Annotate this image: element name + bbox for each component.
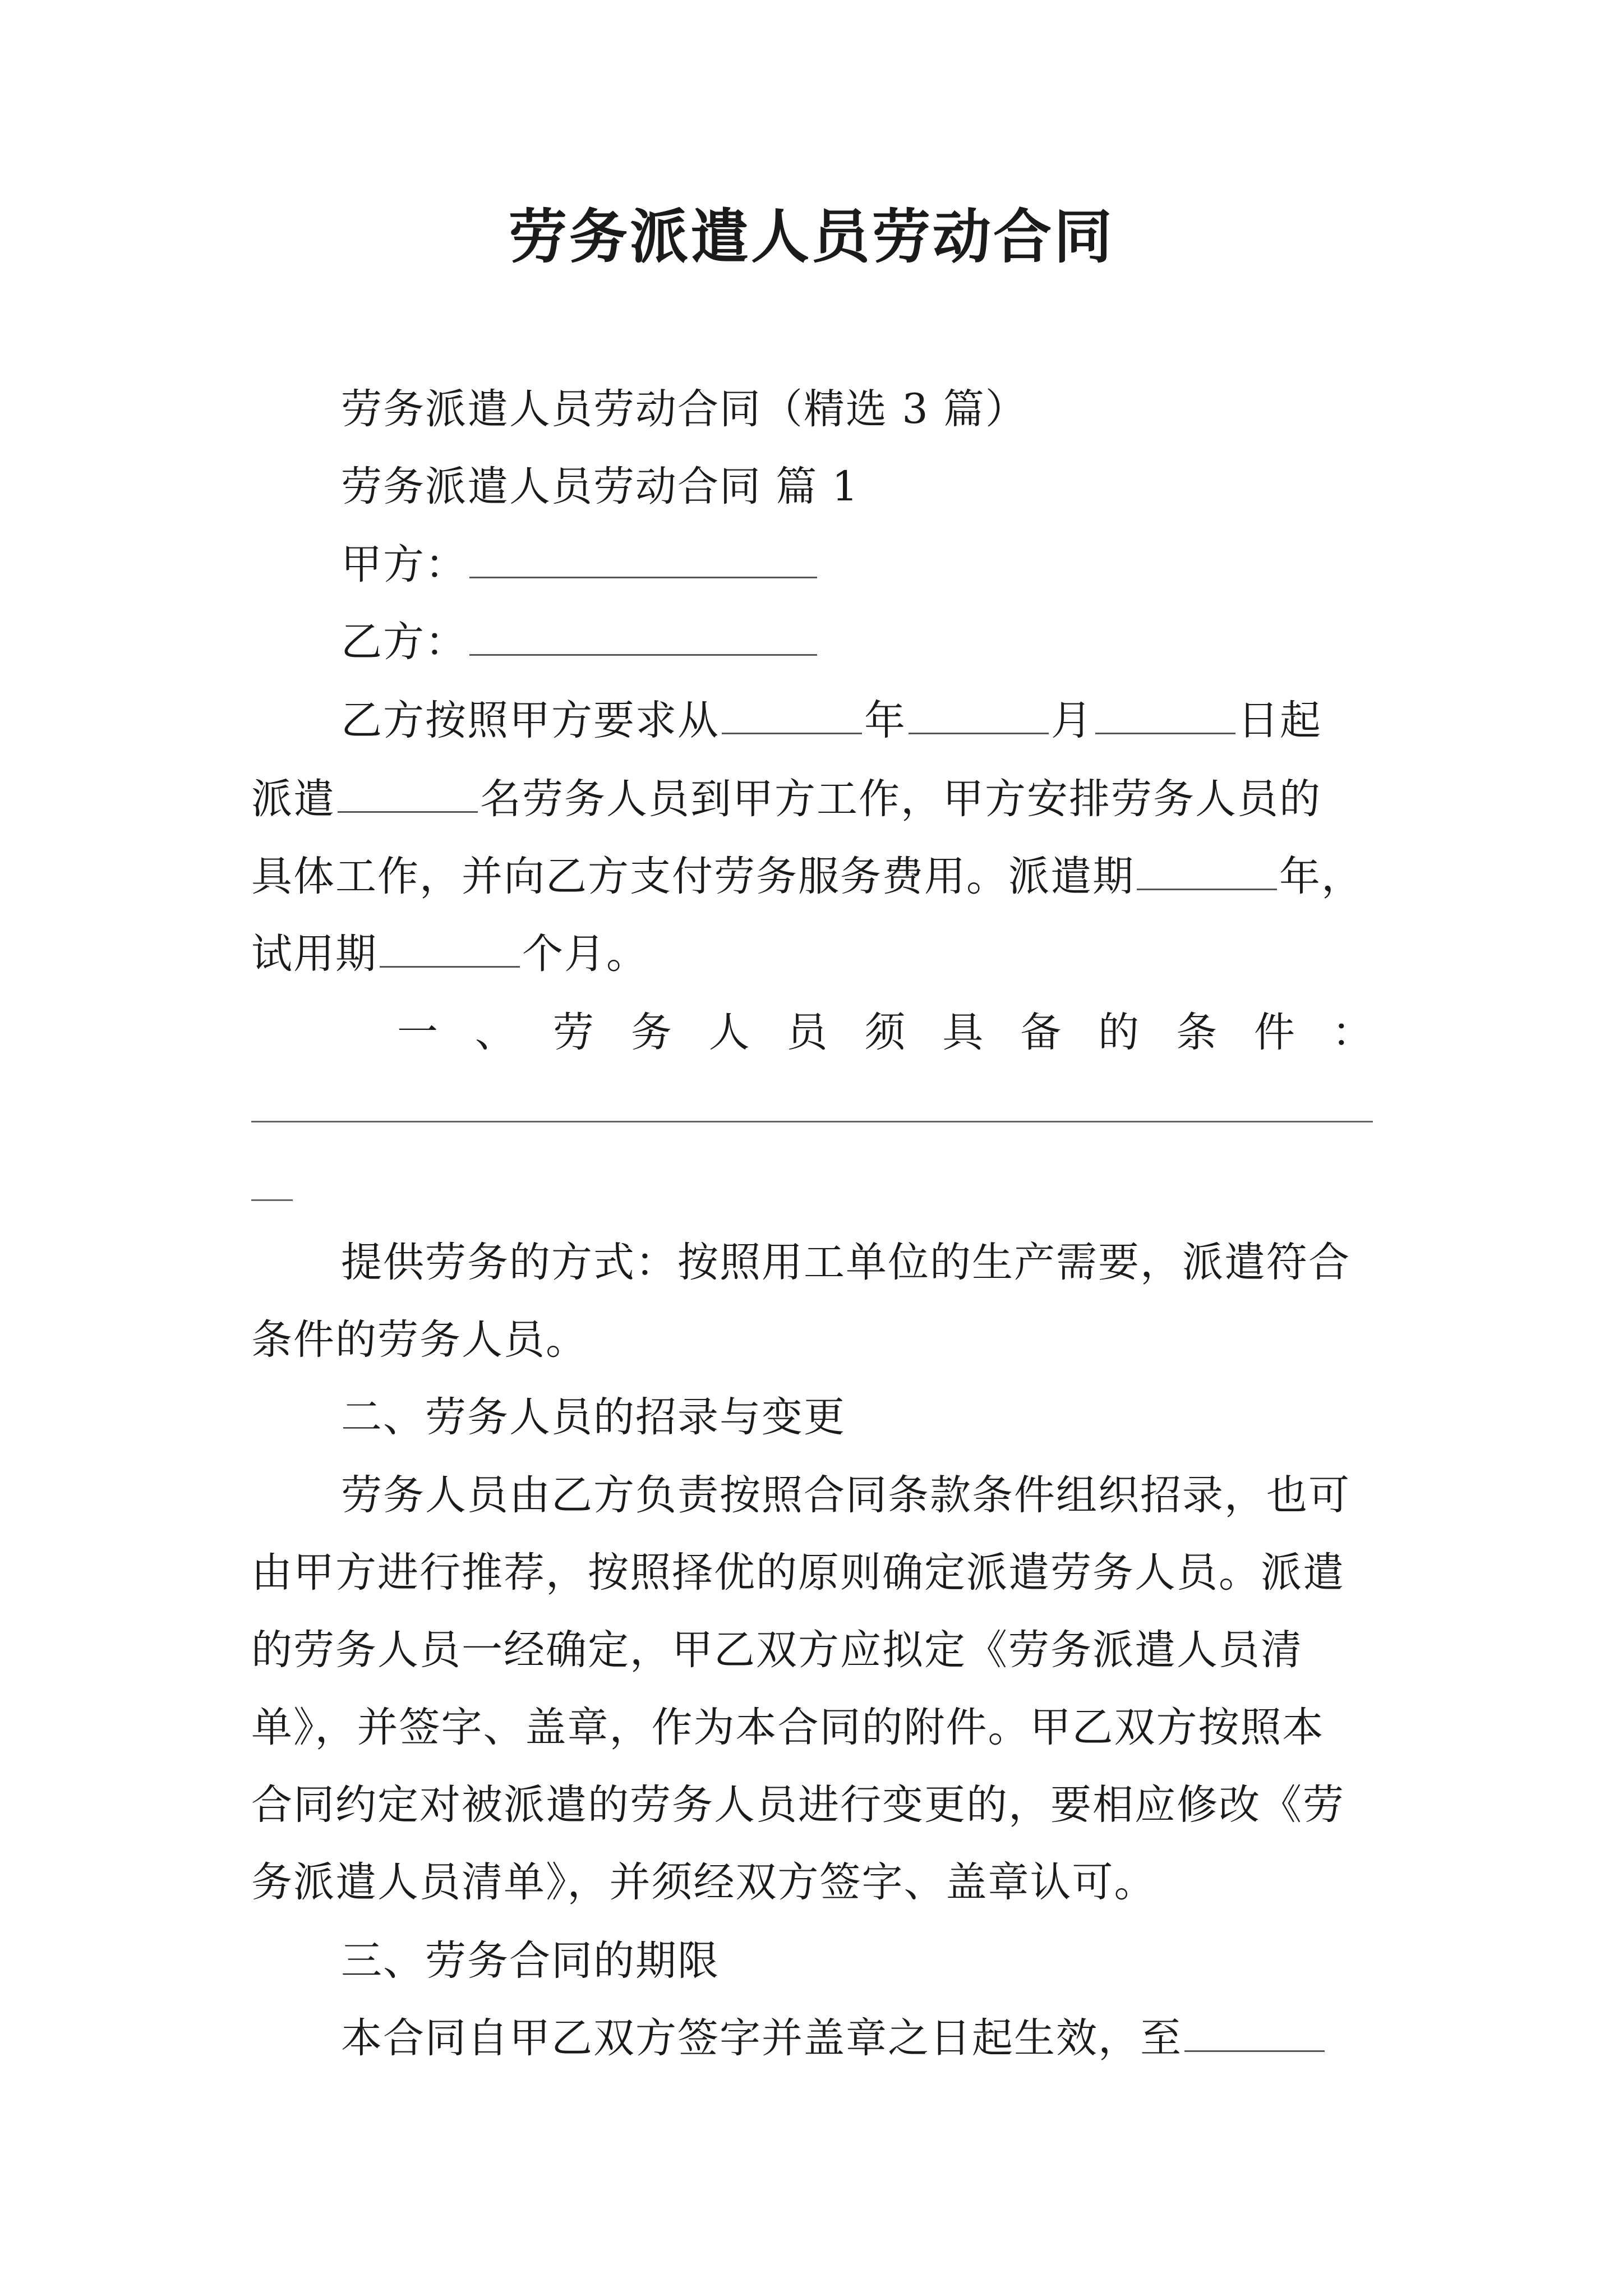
p1-text-b: 年 bbox=[864, 697, 906, 744]
dispatch-period-blank[interactable] bbox=[1137, 854, 1277, 890]
paragraph-2-line-2: 条件的劳务人员。 bbox=[251, 1316, 588, 1364]
p1-text-h: 年， bbox=[1279, 853, 1363, 900]
party-a-label: 甲方： bbox=[341, 541, 467, 588]
section-1-char: 的 bbox=[1098, 1009, 1140, 1056]
party-b-label: 乙方： bbox=[341, 618, 467, 666]
section-2-heading: 二、劳务人员的招录与变更 bbox=[341, 1393, 846, 1441]
party-b-blank[interactable] bbox=[469, 619, 817, 656]
section-1-char: ： bbox=[1331, 1009, 1373, 1056]
section-1-heading bbox=[397, 1007, 1373, 1058]
section-1-char: 务 bbox=[630, 1009, 672, 1056]
conditions-blank-tail[interactable] bbox=[251, 1199, 293, 1201]
paragraph-3-line-3: 的劳务人员一经确定，甲乙双方应拟定《劳务派遣人员清 bbox=[251, 1626, 1303, 1674]
p1-text-e: 派遣 bbox=[251, 775, 335, 823]
section-1-char: 备 bbox=[1020, 1009, 1062, 1056]
section-1-char: 劳 bbox=[552, 1009, 594, 1056]
paragraph-3-line-1: 劳务人员由乙方负责按照合同条款条件组织招录，也可 bbox=[341, 1471, 1350, 1519]
p1-text-d: 日起 bbox=[1238, 697, 1322, 744]
p1-text-i: 试用期 bbox=[251, 930, 377, 978]
contract-end-blank[interactable] bbox=[1184, 2016, 1325, 2052]
p1-text-c: 月 bbox=[1051, 697, 1093, 744]
paragraph-3-line-6: 务派遣人员清单》，并须经双方签字、盖章认可。 bbox=[251, 1858, 1156, 1906]
section-1-char: 条 bbox=[1176, 1009, 1218, 1056]
section-1-char: 件 bbox=[1253, 1009, 1295, 1056]
party-a-line bbox=[341, 540, 819, 590]
section-1-char: 具 bbox=[942, 1009, 984, 1056]
section-1-char: 须 bbox=[864, 1009, 906, 1056]
paragraph-1-line-4 bbox=[251, 929, 648, 979]
p4-text: 本合同自甲乙双方签字并盖章之日起生效，至 bbox=[341, 2014, 1182, 2062]
start-day-blank[interactable] bbox=[1095, 698, 1235, 734]
paragraph-3-line-4: 单》，并签字、盖章，作为本合同的附件。甲乙双方按照本 bbox=[251, 1704, 1325, 1751]
party-a-blank[interactable] bbox=[469, 542, 817, 578]
collection-heading: 劳务派遣人员劳动合同（精选 3 篇） bbox=[341, 385, 1027, 433]
paragraph-1-line-2 bbox=[251, 774, 1321, 825]
document-title: 劳务派遣人员劳动合同 bbox=[508, 202, 1114, 271]
party-b-line bbox=[341, 617, 819, 668]
section-1-char: 、 bbox=[474, 1009, 516, 1056]
paragraph-1-line-3 bbox=[251, 852, 1363, 902]
paragraph-2-line-1: 提供劳务的方式：按照用工单位的生产需要，派遣符合 bbox=[341, 1239, 1350, 1286]
probation-blank[interactable] bbox=[380, 931, 520, 968]
start-year-blank[interactable] bbox=[722, 698, 862, 734]
conditions-blank-line[interactable] bbox=[251, 1121, 1373, 1122]
section-3-heading: 三、劳务合同的期限 bbox=[341, 1937, 720, 1985]
section-1-char: 一 bbox=[397, 1009, 438, 1056]
paragraph-3-line-2: 由甲方进行推荐，按照择优的原则确定派遣劳务人员。派遣 bbox=[251, 1549, 1345, 1596]
worker-count-blank[interactable] bbox=[338, 776, 478, 813]
paragraph-3-line-5: 合同约定对被派遣的劳务人员进行变更的，要相应修改《劳 bbox=[251, 1781, 1345, 1829]
section-1-char: 人 bbox=[708, 1009, 750, 1056]
paragraph-1-line-1 bbox=[341, 696, 1322, 746]
p1-text-j: 个月。 bbox=[522, 930, 648, 978]
section-1-char: 员 bbox=[786, 1009, 828, 1056]
paragraph-4-line-1 bbox=[341, 2013, 1327, 2064]
start-month-blank[interactable] bbox=[909, 698, 1049, 734]
p1-text-g: 具体工作，并向乙方支付劳务服务费用。派遣期 bbox=[251, 853, 1135, 900]
p1-text-a: 乙方按照甲方要求从 bbox=[341, 697, 720, 744]
part-heading: 劳务派遣人员劳动合同 篇 1 bbox=[341, 463, 859, 510]
p1-text-f: 名劳务人员到甲方工作，甲方安排劳务人员的 bbox=[480, 775, 1321, 823]
